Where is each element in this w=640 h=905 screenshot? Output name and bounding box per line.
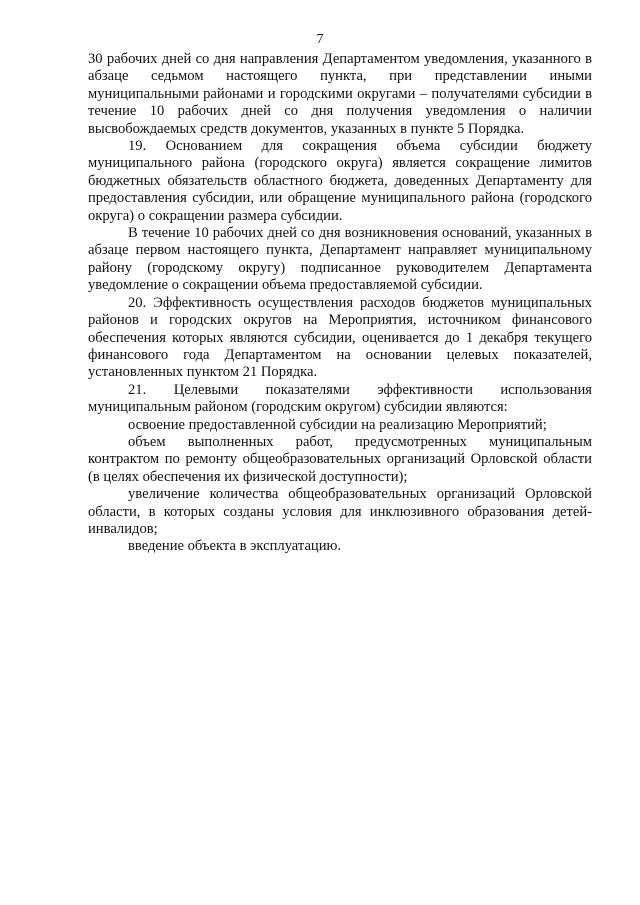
indicator-commissioning: введение объекта в эксплуатацию. (128, 538, 342, 555)
document-body (88, 51, 592, 556)
indicator-work-volume: объем выполненных работ, предусмотренных муниципальным контрактом по ремонту общеобразовательных организаций Орловской области (в целях обеспечения их физической доступности); (88, 433, 592, 485)
paragraph-item-19: 19. Основанием для сокращения объема субсидии бюджету муниципального района (городского округа) является сокращение лимитов бюджетных обязательств областного бюджета, доведенных Департаменту для предоставления субсидии, или обращение муниципального района (городского округа) о сокращении размера субсидии. (88, 138, 592, 224)
page-number: 7 (316, 32, 324, 47)
paragraph-continuation: 30 рабочих дней со дня направления Департаментом уведомления, указанного в абзаце седьмом настоящего пункта, при представлении иными муниципальными районами и городскими округами – получателями субсидии в течение 10 рабочих дней со дня получения уведомления о наличии высвобождаемых средств документов, указанных в пункте 5 Порядка. (88, 51, 592, 137)
paragraph-item-20: 20. Эффективность осуществления расходов бюджетов муниципальных районов и городских округов на Мероприятия, источником финансового обеспечения которых являются субсидии, оценивается до 1 декабря текущего финансового года Департаментом на основании целевых показателей, установленных пунктом 21 Порядка. (88, 294, 592, 381)
indicator-subsidy-use: освоение предоставленной субсидии на реализацию Мероприятий; (128, 416, 547, 433)
paragraph-item-19-notice: В течение 10 рабочих дней со дня возникновения оснований, указанных в абзаце первом настоящего пункта, Департамент направляет муниципальному району (городскому округу) подписанное руководителем Департамента уведомление о сокращении объема предоставляемой субсидии. (88, 225, 592, 294)
paragraph-item-21: 21. Целевыми показателями эффективности использования муниципальным районом (городским округом) субсидии являются: (88, 381, 592, 416)
indicator-inclusive-schools: увеличение количества общеобразовательных организаций Орловской области, в которых созданы условия для инклюзивного образования детей-инвалидов; (88, 486, 592, 537)
